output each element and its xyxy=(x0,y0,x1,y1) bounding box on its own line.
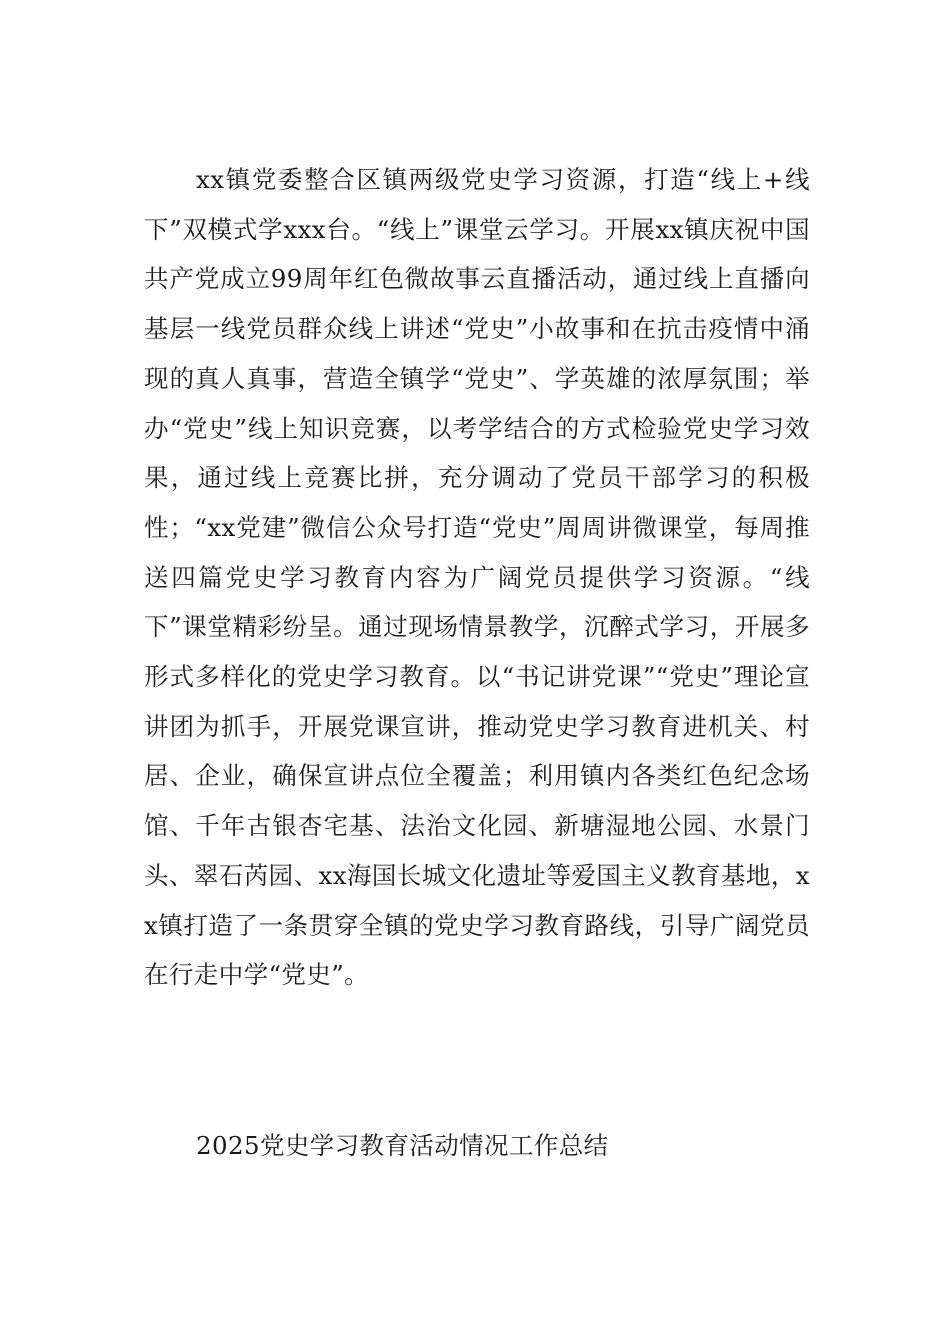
document-heading: 2025党史学习教育活动情况工作总结 xyxy=(196,1131,609,1160)
body-paragraph: xx镇党委整合区镇两级党史学习资源，打造“线上+线下”双模式学xxx台。“线上”课堂云学习。开展xx镇庆祝中国共产党成立99周年红色微故事云直播活动，通过线上直播向基层一线党员群众线上讲述“党史”小故事和在抗击疫情中涌现的真人真事，营造全镇学“党史”、学英雄的浓厚氛围；举办“党史”线上知识竞赛，以考学结合的方式检验党史学习效果，通过线上竞赛比拼，充分调动了党员干部学习的积极性；“xx党建”微信公众号打造“党史”周周讲微课堂，每周推送四篇党史学习教育内容为广阔党员提供学习资源。“线下”课堂精彩纷呈。通过现场情景教学，沉醉式学习，开展多形式多样化的党史学习教育。以“书记讲党课”“党史”理论宣讲团为抓手，开展党课宣讲，推动党史学习教育进机关、村居、企业，确保宣讲点位全覆盖；利用镇内各类红色纪念场馆、千年古银杏宅基、法治文化园、新塘湿地公园、水景门头、翠石芮园、xx海国长城文化遗址等爱国主义教育基地，xx镇打造了一条贯穿全镇的党史学习教育路线，引导广阔党员在行走中学“党史”。 xyxy=(144,165,810,990)
